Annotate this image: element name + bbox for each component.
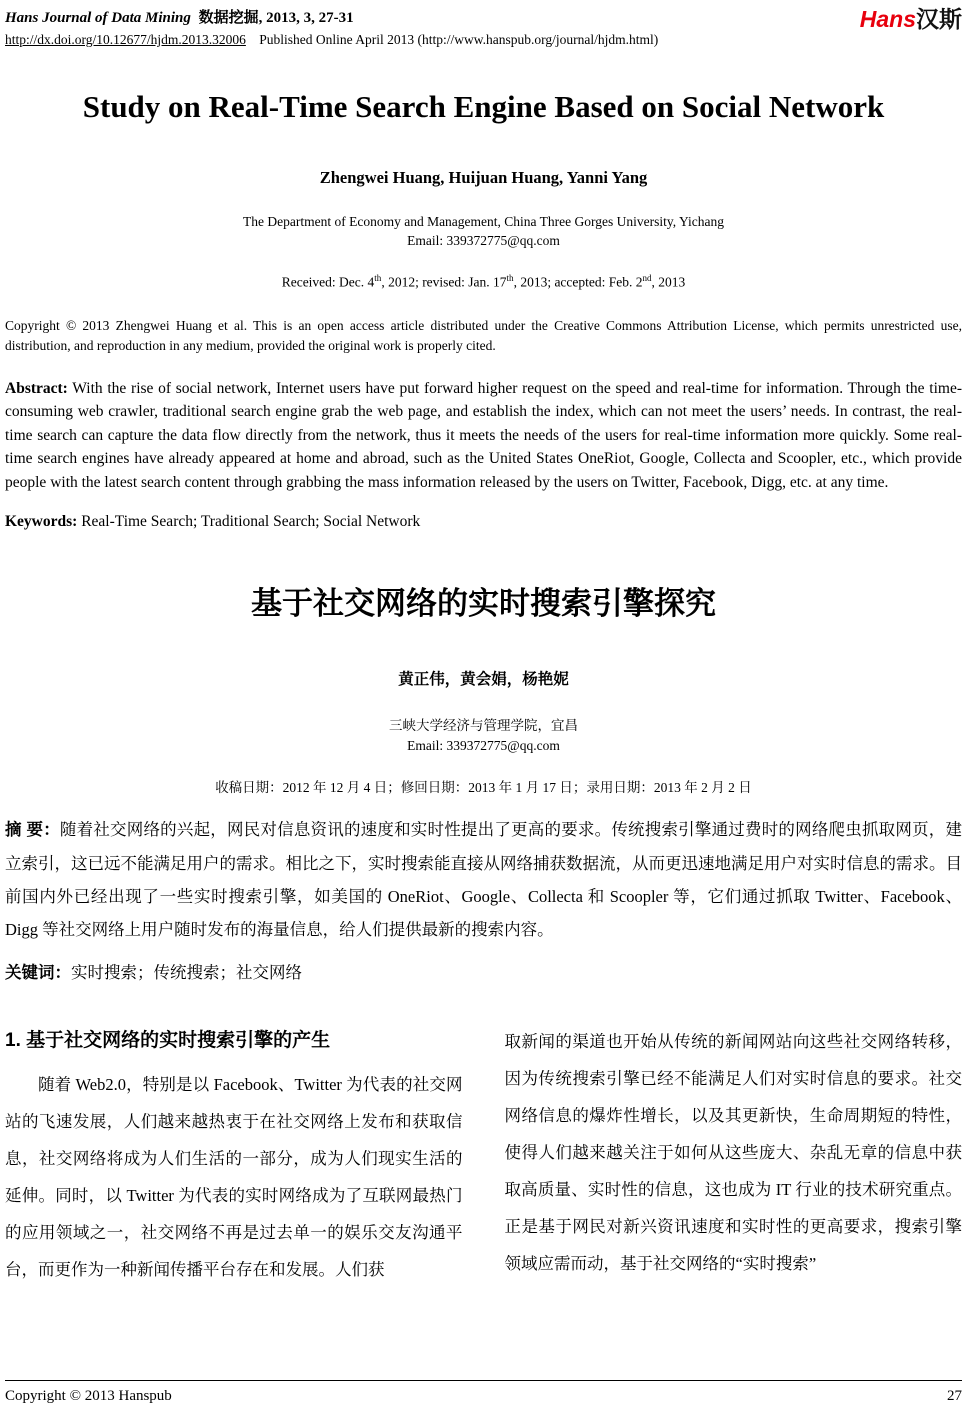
ordinal-suffix: th — [374, 273, 382, 283]
ordinal-suffix: th — [506, 273, 514, 283]
affiliation-chinese: 三峡大学经济与管理学院，宜昌 — [389, 718, 578, 733]
journal-title-line — [5, 6, 658, 27]
journal-header — [5, 6, 962, 48]
keywords-chinese — [5, 959, 962, 983]
body-column-left — [5, 1023, 463, 1288]
received-part: , 2013; accepted: Feb. 2 — [513, 274, 643, 290]
keywords-text-chinese: 实时搜索；传统搜索；社交网络 — [71, 963, 302, 982]
authors-english: Zhengwei Huang, Huijuan Huang, Yanni Yang — [319, 168, 648, 187]
paper-title-chinese: 基于社交网络的实时搜索引擎探究 — [251, 586, 716, 621]
copyright-notice-english: Copyright © 2013 Zhengwei Huang et al. This is an open access article distributed under the Creative Commons Attribution License, which permits unrestricted use, distribution, and reproduction in any medium, provided the original work is properly cited. — [5, 317, 962, 353]
keywords-label: Keywords: — [5, 513, 78, 530]
hans-publisher-logo — [860, 6, 962, 32]
keywords-label-chinese: 关键词： — [5, 964, 71, 982]
received-part: , 2013 — [651, 274, 686, 290]
abstract-label: Abstract: — [5, 379, 68, 397]
journal-issue-info: 数据挖掘, 2013, 3, 27-31 — [198, 10, 354, 26]
body-paragraph-right: 取新闻的渠道也开始从传统的新闻网站向这些社交网络转移，因为传统搜索引擎已经不能满足人们对实时信息的要求。社交网络信息的爆炸性增长，以及其更新快，生命周期短的特性，使得人们越来越关注于如何从这些庞大、杂乱无章的信息中获取高质量、实时性的信息，这也成为 IT 行业的技术研究重点。正是基于网民对新兴资讯速度和实时性的更高要求，搜索引擎领域应需而动，基于社交网络的“实时搜索” — [504, 1032, 962, 1273]
page-footer — [5, 1380, 962, 1405]
received-part: , 2012; revised: Jan. 17 — [381, 274, 507, 290]
hans-logo-hanzi: 汉斯 — [916, 6, 962, 32]
published-info: Published Online April 2013 (http://www.hanspub.org/journal/hjdm.html) — [259, 32, 659, 47]
hans-logo-text: Hans — [859, 6, 916, 32]
body-paragraph-left: 随着 Web2.0，特别是以 Facebook、Twitter 为代表的社交网站的飞速发展，人们越来越热衷于在社交网络上发布和获取信息，社交网络将成为人们生活的一部分，成为人们现实生活的延伸。同时，以 Twitter 为代表的实时网络成为了互联网最热门的应用领域之一，社交网络不再是过去单一的娱乐交友沟通平台，而更作为一种新闻传播平台存在和发展。人们获 — [5, 1075, 463, 1279]
footer-copyright: Copyright © 2013 Hanspub — [5, 1388, 172, 1404]
abstract-label-chinese: 摘 要： — [5, 821, 60, 839]
email-chinese: Email: 339372775@qq.com — [407, 738, 560, 753]
received-dates-chinese: 收稿日期：2012 年 12 月 4 日；修回日期：2013 年 1 月 17 日；录用日期：2013 年 2 月 2 日 — [215, 780, 752, 795]
affiliation-block-chinese — [5, 716, 962, 756]
received-part: Received: Dec. 4 — [281, 274, 375, 290]
page-number: 27 — [947, 1388, 962, 1404]
doi-link[interactable]: http://dx.doi.org/10.12677/hjdm.2013.32006 — [5, 32, 246, 47]
paper-title-english: Study on Real-Time Search Engine Based on Social Network — [82, 89, 885, 124]
journal-name: Hans Journal of Data Mining — [5, 10, 191, 26]
ordinal-suffix: nd — [642, 273, 652, 283]
two-column-body — [5, 1023, 962, 1288]
journal-header-left — [5, 6, 658, 48]
received-dates-english — [5, 273, 962, 291]
keywords-english — [5, 513, 962, 531]
abstract-text-chinese: 随着社交网络的兴起，网民对信息资讯的速度和实时性提出了更高的要求。传统搜索引擎通过费时的网络爬虫抓取网页，建立索引，这已远不能满足用户的需求。相比之下，实时搜索能直接从网络捕获数据流，从而更迅速地满足用户对实时信息的需求。目前国内外已经出现了一些实时搜索引擎，如美国的 OneRiot、Google、Collecta 和 Scoopler 等，它们通过抓取 Twitter、Facebook、Digg 等社交网络上用户随时发布的海量信息，给人们提供最新的搜索内容。 — [5, 820, 962, 939]
keywords-text: Real-Time Search; Traditional Search; Social Network — [77, 513, 421, 530]
affiliation-english: The Department of Economy and Management, China Three Gorges University, Yichang — [243, 214, 724, 229]
affiliation-block-english — [5, 212, 962, 250]
body-column-right — [505, 1023, 963, 1288]
abstract-chinese — [5, 813, 962, 946]
section-1-heading: 1. 基于社交网络的实时搜索引擎的产生 — [5, 1030, 331, 1051]
doi-line — [5, 32, 658, 48]
authors-chinese: 黄正伟，黄会娟，杨艳妮 — [398, 671, 569, 688]
email-english: Email: 339372775@qq.com — [407, 233, 560, 248]
abstract-text: With the rise of social network, Internet users have put forward higher request on the speed and real-time for information. Through the time-consuming web crawler, traditional search engine grab the web page, and establish the index, which can not meet the users’ needs. In contrast, the real-time search can capture the data flow directly from the network, thus it meets the needs of the users for real-time information more quickly. Some real-time search engines have already appeared at home and abroad, such as the United States OneRiot, Google, Collecta and Scoopler, etc., which provide people with the latest search content through grabbing the mass information released by the users on Twitter, Facebook, Digg, etc. at any time. — [5, 379, 962, 491]
abstract-english — [5, 377, 962, 495]
